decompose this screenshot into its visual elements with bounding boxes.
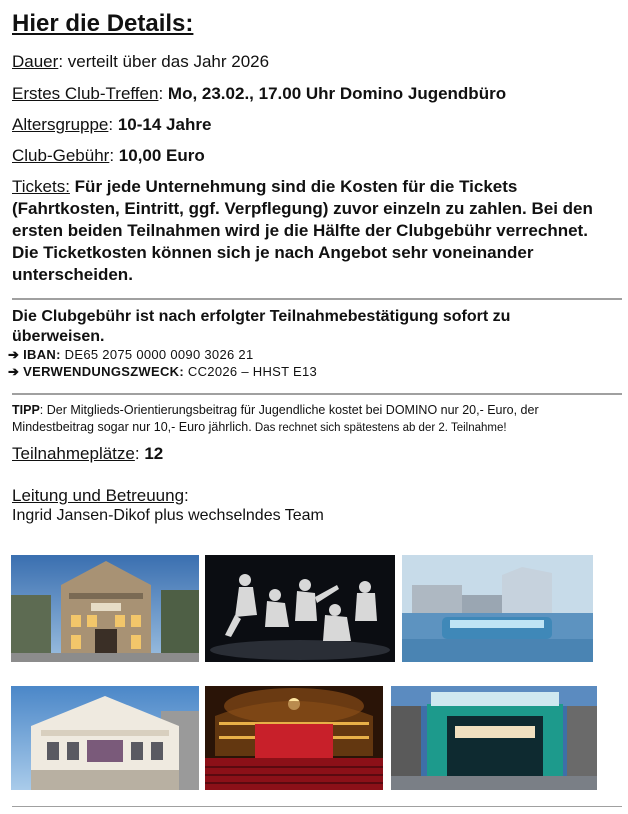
divider-bottom bbox=[12, 806, 622, 807]
plaetze-value: 12 bbox=[144, 444, 164, 463]
payment-note: Die Clubgebühr ist nach erfolgter Teilnahmebestätigung sofort zu überweisen. bbox=[12, 308, 511, 345]
dauer-label: Dauer bbox=[12, 52, 59, 71]
alter-label: Altersgruppe bbox=[12, 115, 109, 134]
tickets-text: Für jede Unternehmung sind die Kosten für die Tickets (Fahrtkosten, Eintritt, ggf. Verpflegung) zuvor einzeln zu zahlen. Bei den ersten beiden Teilnahmen wird je die Hälfte der Clubgebühr verrechnet. Die Ticketkosten können sich je nach Angebot sehr voneinander unterscheiden. bbox=[12, 177, 593, 284]
iban-value: DE65 2075 0000 0090 3026 21 bbox=[64, 347, 254, 362]
arrow-right-icon: ➔ bbox=[8, 347, 20, 362]
plaetze-sep: : bbox=[134, 444, 145, 463]
gebuehr-value: 10,00 Euro bbox=[118, 146, 205, 165]
plaetze-label: Teilnahmeplätze bbox=[12, 444, 135, 463]
tipp-paragraph bbox=[12, 402, 618, 437]
tipp-text: : Der Mitglieds-Orientierungsbeitrag für Jugendliche kostet bei DOMINO nur 20,- Euro, der Mindestbeitrag sogar nur 10,- Euro jährlich. bbox=[12, 403, 539, 434]
photo-theater-interior bbox=[205, 686, 383, 790]
divider-middle bbox=[12, 393, 622, 395]
tickets-label: Tickets: bbox=[12, 177, 70, 196]
dauer-value: verteilt über das Jahr 2026 bbox=[67, 52, 270, 71]
treffen-value: Mo, 23.02., 17.00 Uhr Domino Jugendbüro bbox=[167, 84, 507, 103]
dauer-sep: : bbox=[58, 52, 68, 71]
gebuehr-line bbox=[12, 146, 205, 166]
purpose-line bbox=[8, 364, 317, 380]
dauer-line bbox=[12, 52, 269, 72]
photo-theater-facade bbox=[11, 686, 199, 790]
leitung-sep: : bbox=[184, 486, 189, 505]
photo-dance-performance bbox=[205, 555, 395, 662]
arrow-right-icon: ➔ bbox=[8, 364, 20, 379]
purpose-label: VERWENDUNGSZWECK: bbox=[23, 364, 184, 379]
leitung-value: Ingrid Jansen-Dikof plus wechselndes Team bbox=[12, 507, 324, 524]
divider-top bbox=[12, 298, 622, 300]
treffen-sep: : bbox=[158, 84, 168, 103]
alter-value: 10-14 Jahre bbox=[117, 115, 212, 134]
photo-domino-building bbox=[11, 555, 199, 662]
purpose-value: CC2026 – HHST E13 bbox=[187, 364, 318, 379]
treffen-label: Erstes Club-Treffen bbox=[12, 84, 159, 103]
gebuehr-label: Club-Gebühr bbox=[12, 146, 110, 165]
photo-harbor-bus bbox=[402, 555, 593, 662]
gebuehr-sep: : bbox=[109, 146, 119, 165]
tipp-small-text: Das rechnet sich spätestens ab der 2. Teilnahme! bbox=[251, 422, 507, 434]
alter-line bbox=[12, 115, 211, 135]
alter-sep: : bbox=[108, 115, 118, 134]
photo-panoptikum bbox=[391, 686, 597, 790]
tickets-paragraph bbox=[12, 176, 618, 286]
treffen-line bbox=[12, 84, 506, 104]
page-title: Hier die Details: bbox=[12, 10, 194, 37]
iban-label: IBAN: bbox=[23, 347, 61, 362]
leitung-line bbox=[12, 486, 189, 506]
iban-line bbox=[8, 347, 253, 363]
tipp-label: TIPP bbox=[12, 403, 40, 417]
plaetze-line bbox=[12, 444, 163, 464]
leitung-label: Leitung und Betreuung bbox=[12, 486, 185, 505]
